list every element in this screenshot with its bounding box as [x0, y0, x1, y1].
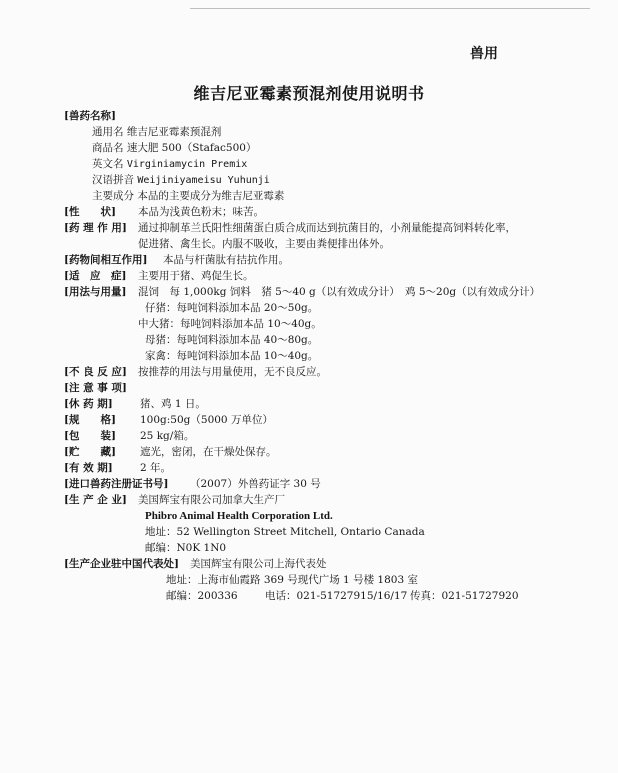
section-dosage: [用法与用量]: [64, 286, 127, 298]
storage-value: 遮光，密闭，在干燥处保存。: [140, 446, 277, 458]
trade-name-row: [92, 142, 256, 155]
trade-name-label: 商品名: [92, 142, 124, 154]
generic-name-value: 维吉尼亚霉素预混剂: [126, 126, 222, 138]
dosage-line-pig: 混饲 每 1,000kg 饲料 猪 5～40 g（以有效成分计）: [138, 286, 400, 298]
dosage-sow: 母猪：每吨饲料添加本品 40～80g。: [145, 334, 319, 346]
withdrawal-value: 猪、鸡 1 日。: [140, 398, 206, 410]
trade-name-value: 速大肥 500（Stafac500）: [126, 142, 257, 154]
specification-value: 100g:50g（5000 万单位）: [140, 414, 273, 426]
manufacturer-name-cn: 美国辉宝有限公司加拿大生产厂: [138, 494, 285, 506]
interactions-value: 本品与杆菌肽有拮抗作用。: [163, 254, 289, 266]
section-properties: [性 状]: [64, 206, 116, 218]
dosage-piglet: 仔猪：每吨饲料添加本品 20～50g。: [145, 302, 319, 314]
section-indications: [适 应 症]: [64, 270, 127, 282]
generic-name-label: 通用名: [92, 126, 124, 138]
pharmacology-line-1: 通过抑制革兰氏阳性细菌蛋白质合成而达到抗菌目的，小剂量能提高饲料转化率，: [138, 222, 516, 234]
section-withdrawal: [休 药 期]: [64, 398, 113, 410]
pharmacology-line-2: 促进猪、禽生长。内服不吸收，主要由粪便排出体外。: [138, 238, 390, 250]
section-validity: [有 效 期]: [64, 462, 113, 474]
properties-value: 本品为浅黄色粉末；味苦。: [138, 206, 264, 218]
china-office-postcode: 邮编：200336: [166, 590, 238, 602]
china-office-fax: 传真：021-51727920: [410, 590, 519, 602]
china-office-phone: 电话：021-51727915/16/17: [265, 590, 408, 602]
pinyin-row: [92, 174, 270, 187]
dosage-poultry: 家禽：每吨饲料添加本品 10～40g。: [145, 350, 319, 362]
section-specification: [规 格]: [64, 414, 116, 426]
english-name-row: [92, 158, 247, 171]
section-pharmacology: [药 理 作 用]: [64, 222, 127, 234]
section-storage: [贮 藏]: [64, 446, 116, 458]
section-import-registration: [进口兽药注册证书号]: [64, 478, 169, 490]
pinyin-value: Weijiniyameisu Yuhunji: [137, 175, 270, 186]
section-drug-name: [兽药名称]: [64, 110, 116, 122]
ingredient-label: 主要成分: [92, 190, 134, 202]
top-rule: [190, 8, 590, 9]
english-name-value: Virginiamycin Premix: [126, 159, 248, 170]
import-registration-value: （2007）外兽药证字 30 号: [190, 478, 321, 490]
manufacturer-address: 地址：52 Wellington Street Mitchell, Ontario Canada: [145, 526, 425, 538]
section-package: [包 装]: [64, 430, 116, 442]
pinyin-label: 汉语拼音: [92, 174, 134, 186]
china-office-name: 美国辉宝有限公司上海代表处: [190, 558, 327, 570]
generic-name-row: [92, 126, 221, 139]
veterinary-use-label: 兽用: [470, 46, 498, 62]
ingredient-value: 本品的主要成分为维吉尼亚霉素: [137, 190, 285, 202]
indications-value: 主要用于猪、鸡促生长。: [138, 270, 254, 282]
section-adverse-reactions: [不 良 反 应]: [64, 366, 127, 378]
section-interactions: [药物间相互作用]: [64, 254, 148, 266]
ingredient-row: [92, 190, 284, 203]
section-china-office: [生产企业驻中国代表处]: [64, 558, 179, 570]
dosage-line-chicken: 鸡 5～20g（以有效成分计）: [405, 286, 541, 298]
section-manufacturer: [生 产 企 业]: [64, 494, 127, 506]
validity-value: 2 年。: [140, 462, 172, 474]
manufacturer-postcode: 邮编：N0K 1N0: [145, 542, 227, 554]
english-name-label: 英文名: [92, 158, 124, 170]
manufacturer-name-en: Phibro Animal Health Corporation Ltd.: [145, 510, 333, 522]
china-office-address: 地址：上海市仙霞路 369 号现代广场 1 号楼 1803 室: [166, 574, 418, 586]
package-value: 25 kg/箱。: [140, 430, 195, 442]
dosage-grower-pig: 中大猪：每吨饲料添加本品 10～40g。: [138, 318, 322, 330]
section-precautions: [注 意 事 项]: [64, 382, 127, 394]
adverse-value: 按推荐的用法与用量使用，无不良反应。: [138, 366, 327, 378]
document-title: 维吉尼亚霉素预混剂使用说明书: [193, 84, 425, 103]
